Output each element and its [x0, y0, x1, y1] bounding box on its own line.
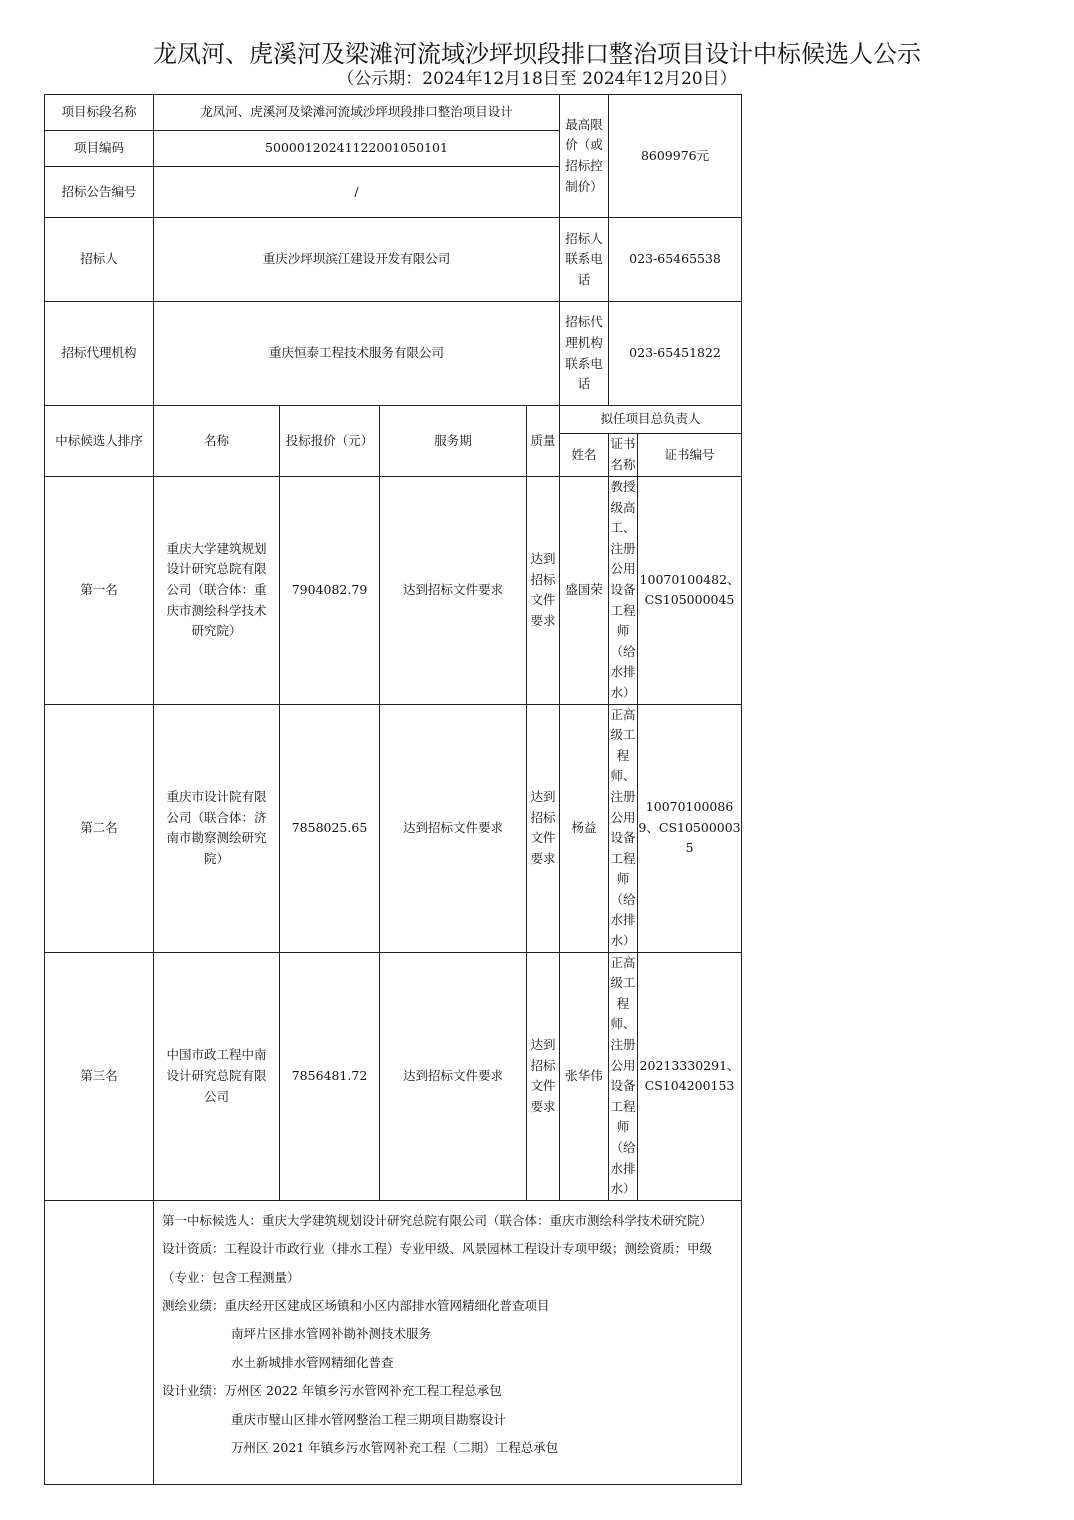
candidate-cert-name: 正高级工程师、注册公用设备工程师（给水排水） [609, 704, 638, 952]
survey-item: 重庆经开区建成区场镇和小区内部排水管网精细化普查项目 [224, 1298, 550, 1313]
detail-left-cell [45, 1200, 154, 1484]
first-candidate-line: 第一中标候选人：重庆大学建筑规划设计研究总院有限公司（联合体：重庆市测绘科学技术研究院） [162, 1212, 713, 1228]
col-pm-header: 拟任项目总负责人 [560, 406, 742, 434]
candidate-price: 7856481.72 [280, 952, 380, 1200]
candidate-price: 7858025.65 [280, 704, 380, 952]
candidate-quality: 达到招标文件要求 [527, 952, 560, 1200]
publicity-period: （公示期：2024年12月18日至 2024年12月20日） [337, 69, 737, 89]
candidate-table [44, 94, 742, 1485]
col-price-header: 投标报价（元） [280, 406, 380, 477]
max-price-label: 最高限价（或招标控制价） [560, 95, 609, 218]
project-code-label: 项目编码 [45, 131, 154, 167]
detail-row [45, 1200, 742, 1484]
candidate-service: 达到招标文件要求 [380, 952, 527, 1200]
col-service-header: 服务期 [380, 406, 527, 477]
candidate-quality: 达到招标文件要求 [527, 704, 560, 952]
project-code-value: 500001202411220010501​01 [154, 131, 560, 167]
col-cert-name-header: 证书名称 [609, 434, 638, 477]
candidate-name: 重庆市设计院有限公司（联合体：济南市勘察测绘研究院） [154, 704, 280, 952]
col-cert-no-header: 证书编号 [638, 434, 742, 477]
candidate-name: 重庆大学建筑规划设计研究总院有限公司（联合体：重庆市测绘科学技术研究院） [154, 477, 280, 705]
candidate-rank: 第二名 [45, 704, 154, 952]
design-item: 重庆市璧山区排水管网整治工程三期项目勘察设计 [231, 1411, 507, 1427]
section-name-value: 龙凤河、虎溪河及梁滩河流域沙坪坝段排口整治项目设计 [154, 95, 560, 131]
candidate-cert-name: 正高级工程师、注册公用设备工程师（给水排水） [609, 952, 638, 1200]
survey-item: 水土新城排水管网精细化普查 [231, 1354, 394, 1370]
col-name-header: 名称 [154, 406, 280, 477]
design-label: 设计业绩： [162, 1383, 225, 1399]
candidate-pm-name: 杨益 [560, 704, 609, 952]
table-row [45, 704, 742, 952]
candidate-quality: 达到招标文件要求 [527, 477, 560, 705]
candidate-cert-no: 10070100482、CS105000045 [638, 477, 742, 705]
qualification-line: 设计资质：工程设计市政行业（排水工程）专业甲级、风景园林工程设计专项甲级；测绘资质：甲级（专业：包含工程测量） [162, 1241, 713, 1285]
page-title: 龙凤河、虎溪河及梁滩河流域沙坪坝段排口整治项目设计中标候选人公示 [153, 40, 921, 68]
max-price-value: 8609976元 [609, 95, 742, 218]
col-rank-header: 中标候选人排序 [45, 406, 154, 477]
design-item: 万州区 2021 年镇乡污水管网补充工程（二期）工程总承包 [231, 1440, 559, 1456]
candidate-rank: 第一名 [45, 477, 154, 705]
candidate-cert-name: 教授级高工、注册公用设备工程师（给水排水） [609, 477, 638, 705]
tenderer-phone-value: 023-65465538 [609, 218, 742, 302]
notice-no-value: / [154, 167, 560, 218]
survey-performance-line [162, 1292, 735, 1320]
survey-item: 南坪片区排水管网补勘补测技术服务 [231, 1326, 432, 1342]
table-row [45, 477, 742, 705]
candidate-pm-name: 盛国荣 [560, 477, 609, 705]
col-pm-name-header: 姓名 [560, 434, 609, 477]
design-item: 万州区 2022 年镇乡污水管网补充工程工程总承包 [224, 1383, 502, 1399]
tenderer-label: 招标人 [45, 218, 154, 302]
candidate-service: 达到招标文件要求 [380, 704, 527, 952]
design-performance-line [162, 1377, 735, 1405]
table-row [45, 952, 742, 1200]
candidate-service: 达到招标文件要求 [380, 477, 527, 705]
agency-phone-label: 招标代理机构联系电话 [560, 302, 609, 406]
agency-phone-value: 023-65451822 [609, 302, 742, 406]
candidate-cert-no: 20213330291、CS104200153 [638, 952, 742, 1200]
tenderer-value: 重庆沙坪坝滨江建设开发有限公司 [154, 218, 560, 302]
agency-value: 重庆恒泰工程技术服务有限公司 [154, 302, 560, 406]
candidate-rank: 第三名 [45, 952, 154, 1200]
col-quality-header: 质量 [527, 406, 560, 477]
candidate-cert-no: 100701000869、CS105000035 [638, 704, 742, 952]
candidate-pm-name: 张华伟 [560, 952, 609, 1200]
candidate-price: 7904082.79 [280, 477, 380, 705]
tenderer-phone-label: 招标人联系电话 [560, 218, 609, 302]
first-candidate-detail [154, 1200, 742, 1484]
notice-no-label: 招标公告编号 [45, 167, 154, 218]
section-name-label: 项目标段名称 [45, 95, 154, 131]
candidate-name: 中国市政工程中南设计研究总院有限公司 [154, 952, 280, 1200]
agency-label: 招标代理机构 [45, 302, 154, 406]
survey-label: 测绘业绩： [162, 1298, 225, 1313]
